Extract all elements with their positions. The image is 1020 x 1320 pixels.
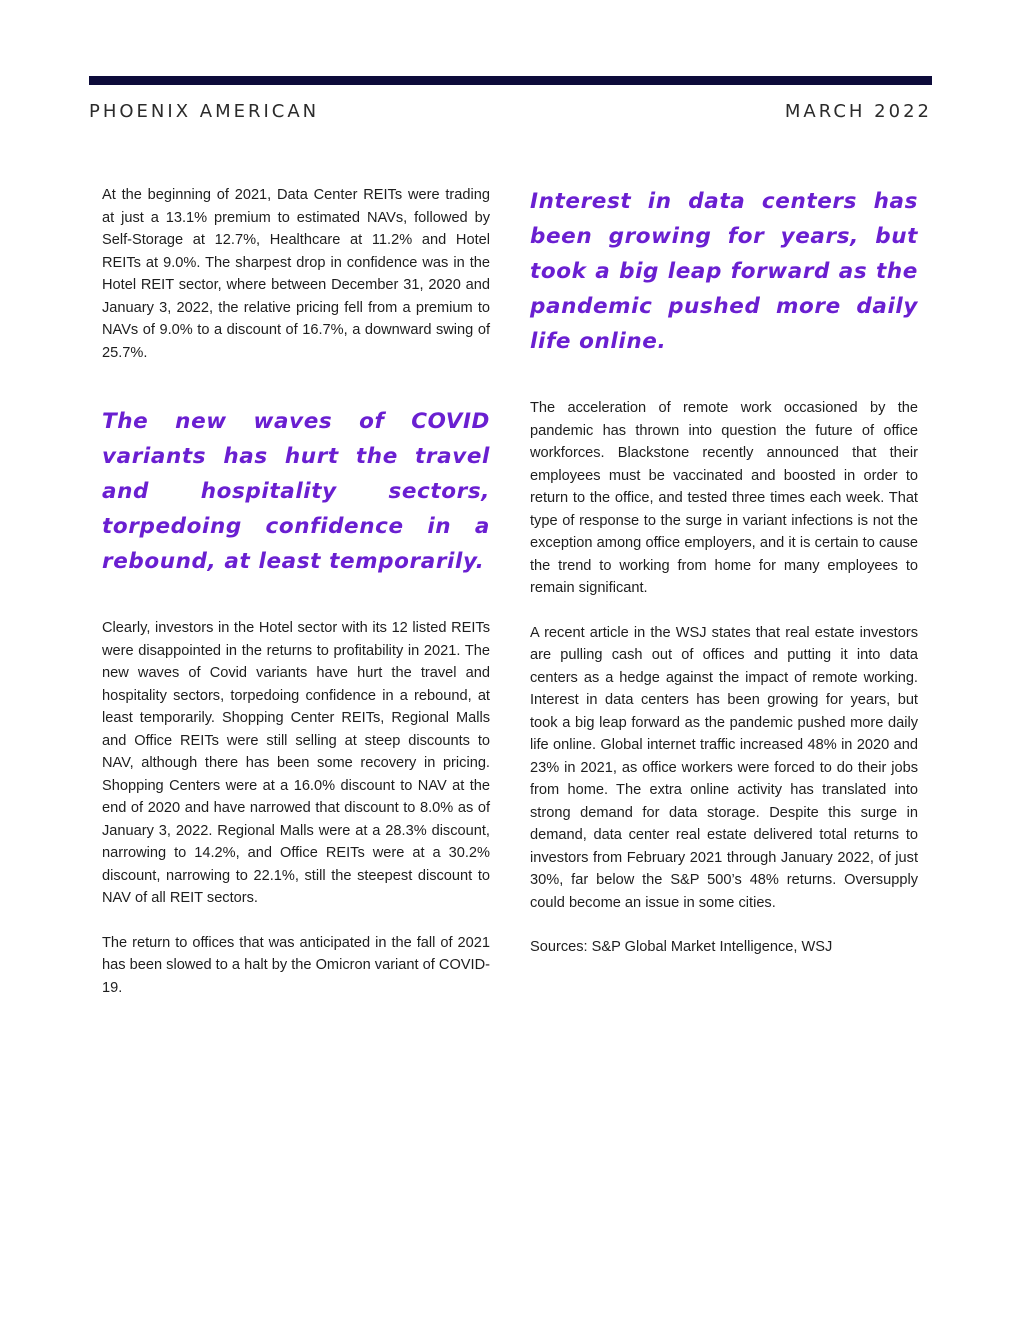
header-brand: PHOENIX AMERICAN	[89, 101, 320, 122]
left-pull-quote: The new waves of COVID variants has hurt the travel and hospitality sectors, torpedoing confidence in a rebound, at least temporarily.	[102, 409, 490, 574]
sources-line: Sources: S&P Global Market Intelligence, WSJ	[530, 939, 833, 955]
left-paragraph-3: The return to offices that was anticipated in the fall of 2021 has been slowed to a halt by the Omicron variant of COVID-19.	[102, 934, 490, 996]
left-paragraph-1: At the beginning of 2021, Data Center REITs were trading at just a 13.1% premium to estimated NAVs, followed by Self-Storage at 12.7%, Healthcare at 11.2% and Hotel REITs at 9.0%. The sharpest drop in confidence was in the Hotel REIT sector, where between December 31, 2020 and January 3, 2022, the relative pricing fell from a premium to NAVs of 9.0% to a discount of 16.7%, a downward swing of 25.7%.	[102, 187, 490, 361]
left-column	[102, 184, 490, 999]
left-paragraph-2: Clearly, investors in the Hotel sector with its 12 listed REITs were disappointed in the returns to profitability in 2021. The new waves of Covid variants have hurt the travel and hospitality sectors, torpedoing confidence in a rebound, at least temporarily. Shopping Center REITs, Regional Malls and Office REITs were still selling at steep discounts to NAV, although there has been some recovery in pricing. Shopping Centers were at a 16.0% discount to NAV at the end of 2020 and have narrowed that discount to 8.0% as of January 3, 2022. Regional Malls were at a 28.3% discount, narrowing to 14.2%, and Office REITs were at a 30.2% discount, narrowing to 22.1%, still the steepest discount to NAV of all REIT sectors.	[102, 620, 490, 906]
right-pull-quote: Interest in data centers has been growing for years, but took a big leap forward as the pandemic pushed more daily life online.	[530, 189, 918, 354]
right-paragraph-1: The acceleration of remote work occasioned by the pandemic has thrown into question the future of office workforces. Blackstone recently announced that their employees must be vaccinated and boosted in order to return to the office, and tested three times each week. That type of response to the surge in variant infections is not the exception among office employers, and it is certain to cause the trend to working from home for many employees to remain significant.	[530, 400, 918, 596]
right-paragraph-2: A recent article in the WSJ states that real estate investors are pulling cash out of offices and putting it into data centers as a hedge against the impact of remote working. Interest in data centers has been growing for years, but took a big leap forward as the pandemic pushed more daily life online. Global internet traffic increased 48% in 2020 and 23% in 2021, as office workers were forced to do their jobs from home. The extra online activity has translated into strong demand for data storage. Despite this surge in demand, data center real estate delivered total returns to investors from February 2021 through January 2022, of just 30%, far below the S&P 500’s 48% returns. Oversupply could become an issue in some cities.	[530, 624, 918, 911]
right-column	[530, 184, 918, 959]
header-date: MARCH 2022	[784, 101, 932, 122]
header-rule	[89, 76, 932, 85]
